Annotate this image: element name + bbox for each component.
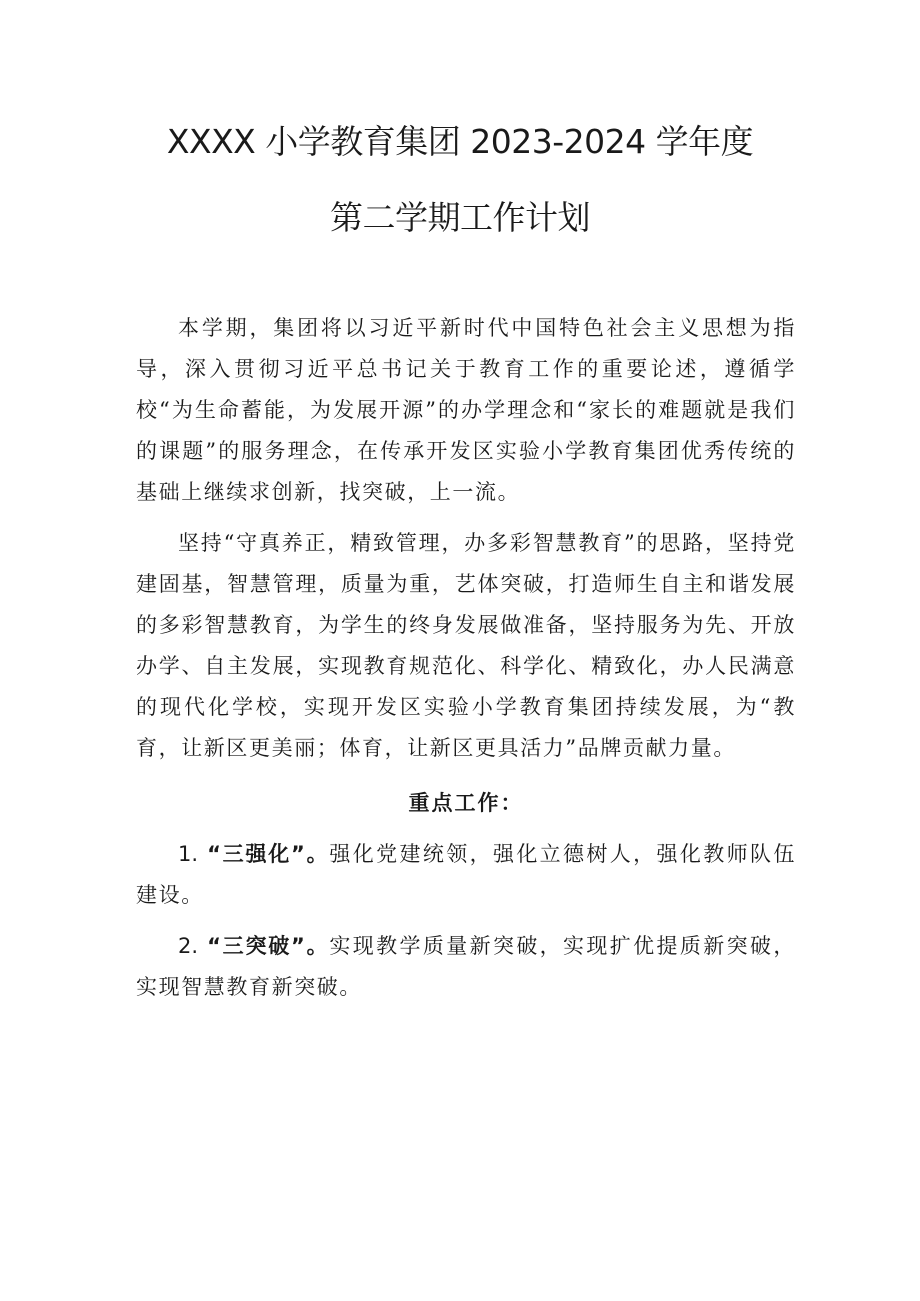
item-keyword: “三强化”。	[207, 842, 330, 866]
item-number: 2.	[178, 934, 199, 958]
item-text: 强化党建统领，强化立德树人，强化教师队伍建设。	[136, 842, 797, 907]
document-title-line-1: XXXX 小学教育集团 2023-2024 学年度	[166, 122, 754, 161]
paragraph-intro: 本学期，集团将以习近平新时代中国特色社会主义思想为指导，深入贯彻习近平总书记关于教育工作的重要论述，遵循学校“为生命蓄能，为发展开源”的办学理念和“家长的难题就是我们的课题”的服务理念，在传承开发区实验小学教育集团优秀传统的基础上继续求创新，找突破，上一流。	[136, 316, 796, 504]
item-keyword: “三突破”。	[207, 934, 330, 958]
paragraph-approach: 坚持“守真养正，精致管理，办多彩智慧教育”的思路，坚持党建固基，智慧管理，质量为重，艺体突破，打造师生自主和谐发展的多彩智慧教育，为学生的终身发展做准备，坚持服务为先、开放办学、自主发展，实现教育规范化、科学化、精致化，办人民满意的现代化学校，实现开发区实验小学教育集团持续发展，为“教育，让新区更美丽；体育，让新区更具活力”品牌贡献力量。	[136, 531, 796, 760]
section-heading: 重点工作：	[408, 791, 524, 815]
list-item	[136, 834, 796, 916]
document-body	[136, 308, 796, 1008]
list-item	[136, 926, 796, 1008]
item-text: 实现教学质量新突破，实现扩优提质新突破，实现智慧教育新突破。	[136, 934, 797, 999]
document-title-line-2: 第二学期工作计划	[330, 198, 590, 237]
item-number: 1.	[178, 842, 199, 866]
